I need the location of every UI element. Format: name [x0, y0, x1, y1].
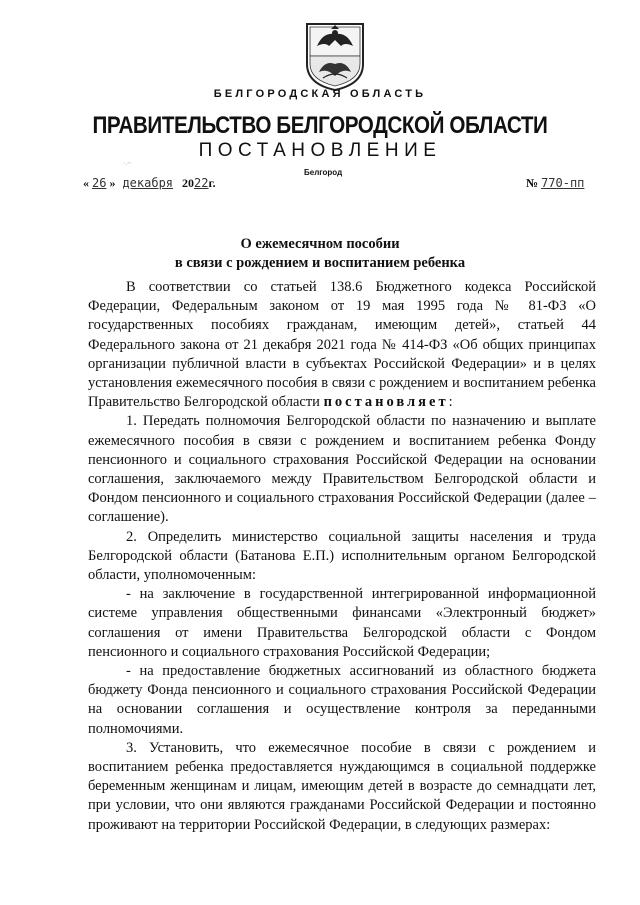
document-type: ПОСТАНОВЛЕНИЕ [198, 140, 442, 161]
resolves-word: постановляет [323, 394, 449, 411]
region-name: БЕЛГОРОДСКАЯ ОБЛАСТЬ [213, 88, 427, 100]
belgorod-coat-of-arms-icon [301, 20, 369, 92]
date-open-quote: « [83, 176, 89, 190]
document-number [526, 176, 584, 191]
number-value: 770-пп [541, 176, 585, 190]
date-year-suffix: г. [208, 176, 216, 190]
date-year-prefix: 20 [182, 176, 195, 190]
date-year: 22 [194, 176, 209, 190]
document-date [83, 176, 216, 191]
paragraph-1: 1. Передать полномочия Белгородской области по назначению и выплате ежемесячного пособия в связи с рождением и воспитанием ребенка Фонду пенсионного и социального страхования Российской Федерации на основании соглашения, заключаемого между Правительством Белгородской области и Фондом пенсионного и социального страхования Российской Федерации (далее – соглашение). [88, 413, 596, 526]
paragraph-2-item-2: - на предоставление бюджетных ассигнований из областного бюджета бюджету Фонда пенсионного и социального страхования Российской Федерации на основании соглашения и осуществление контроля за переданными полномочиями. [88, 663, 596, 737]
date-close-quote: » [109, 176, 116, 190]
scan-mark: ·.-· [123, 160, 132, 167]
date-day: 26 [92, 176, 107, 190]
date-month: декабря [122, 176, 174, 190]
document-body [88, 278, 596, 835]
number-label: № [526, 176, 539, 190]
city-name: Белгород [304, 168, 343, 177]
preamble-colon: : [448, 394, 453, 411]
paragraph-2: 2. Определить министерство социальной защиты населения и труда Белгородской области (Батанова Е.П.) исполнительным органом Белгородской области, уполномоченным: [88, 528, 596, 584]
document-title-line2: в связи с рождением и воспитанием ребенка [174, 255, 466, 271]
paragraph-2-item-1: - на заключение в государственной интегрированной информационной системе управления общественными финансами «Электронный бюджет» соглашения от имени Правительства Белгородской области с Фондом пенсионного и социального страхования Российской Федерации; [88, 586, 596, 660]
paragraph-preamble [88, 278, 596, 412]
government-name: ПРАВИТЕЛЬСТВО БЕЛГОРОДСКОЙ ОБЛАСТИ [92, 112, 548, 139]
document-title-line1: О ежемесячном пособии [240, 236, 400, 252]
paragraph-3: 3. Установить, что ежемесячное пособие в связи с рождением и воспитанием ребенка предоставляется нуждающимся в социальной поддержке беременным женщинам и лицам, имеющим детей в возрасте до семнадцати лет, при условии, что они являются гражданами Российской Федерации и постоянно проживают на территории Российской Федерации, в следующих размерах: [88, 739, 596, 833]
preamble-text: В соответствии со статьей 138.6 Бюджетного кодекса Российской Федерации, Федеральным законом от 19 мая 1995 года № 81-ФЗ «О государственных пособиях гражданам, имеющим детей», статьей 44 Федерального закона от 21 декабря 2021 года № 414-ФЗ «Об общих принципах организации публичной власти в субъектах Российской Федерации» и в целях установления ежемесячного пособия в связи с рождением и воспитанием ребенка Правительство Белгородской области [88, 279, 596, 411]
